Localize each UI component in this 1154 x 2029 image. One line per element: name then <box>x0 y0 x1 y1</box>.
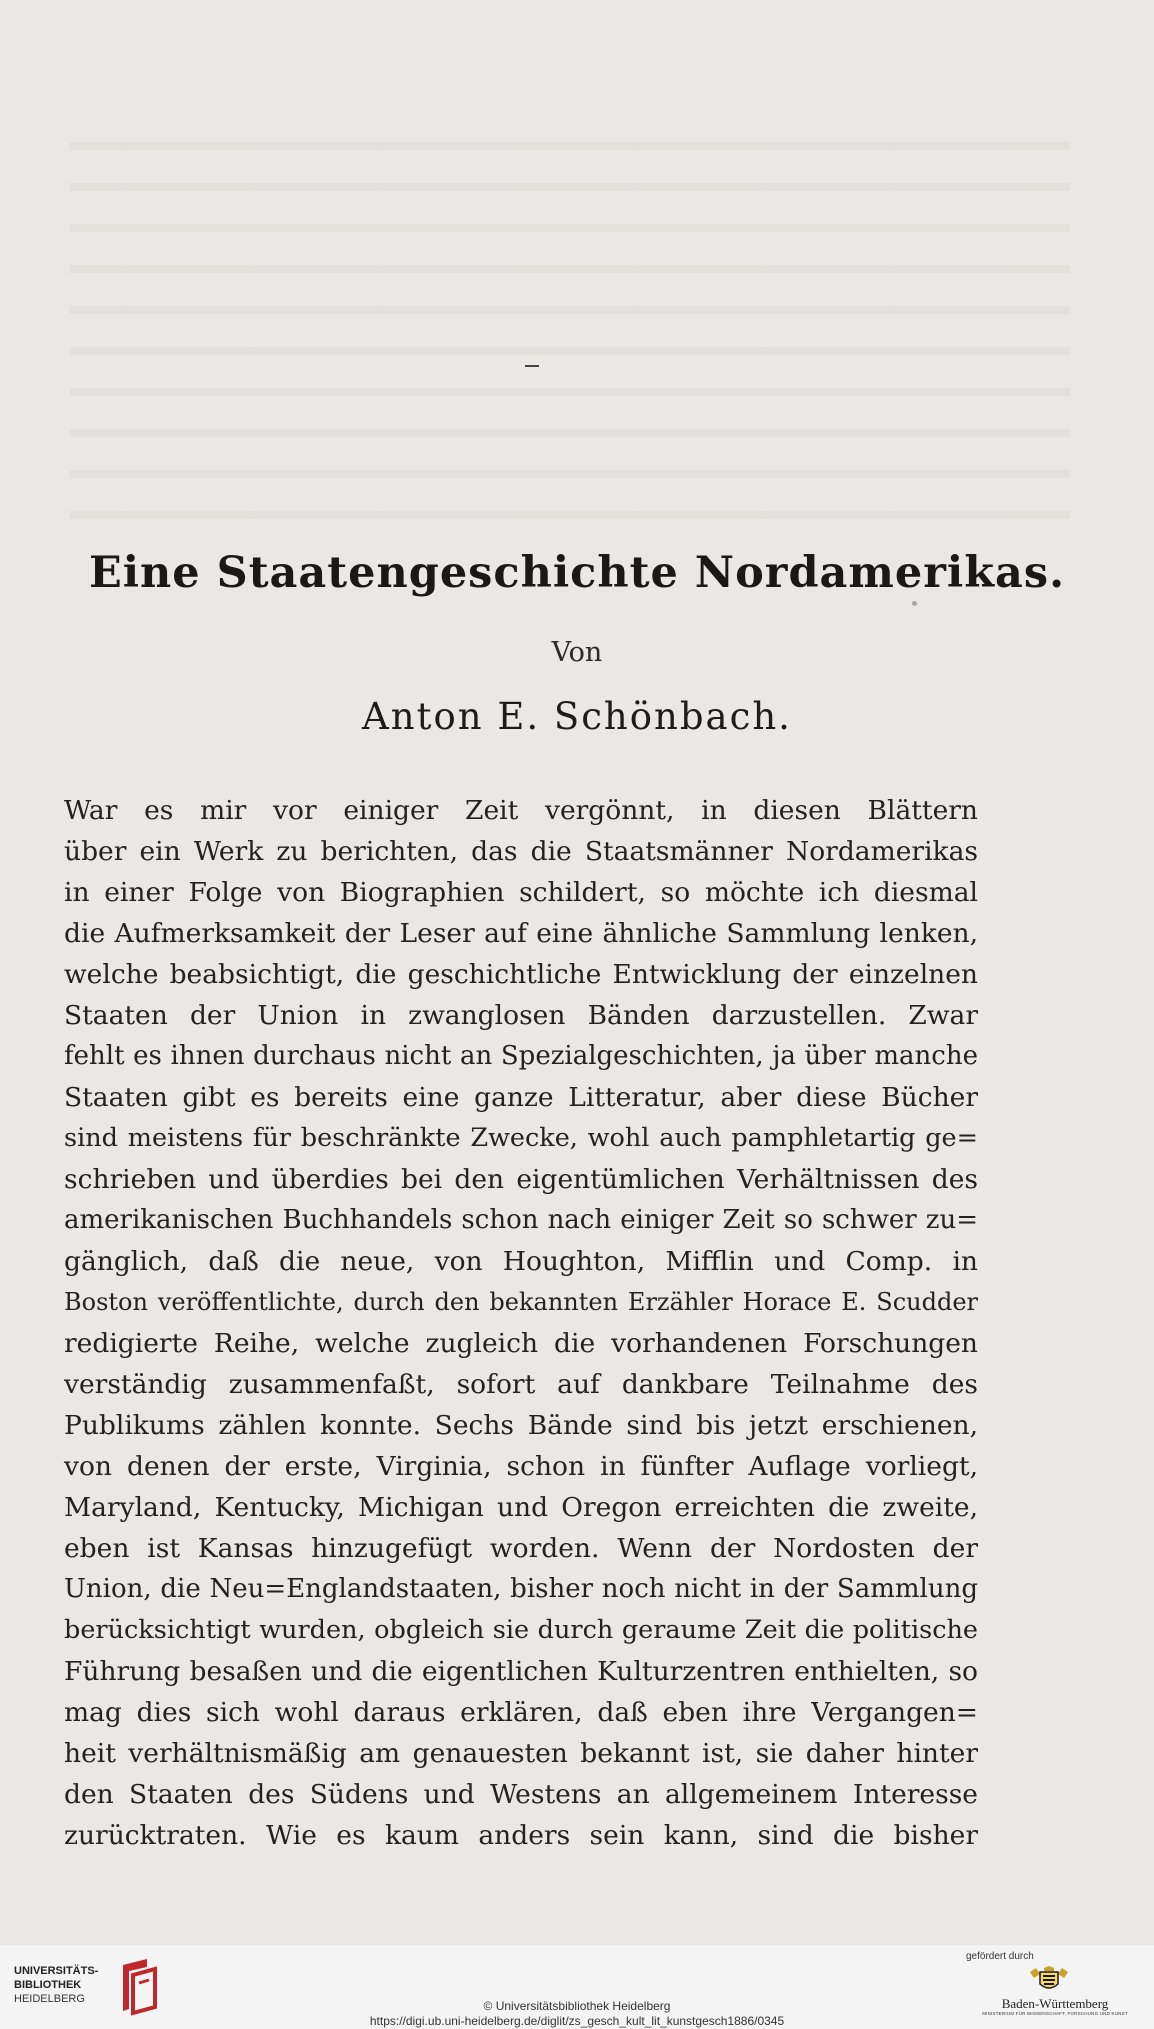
body-line: schrieben und überdies bei den eigentümlichen Verhältnissen des <box>64 1164 978 1195</box>
body-line: Maryland, Kentucky, Michigan und Oregon erreichten die zweite, <box>64 1492 978 1523</box>
sponsor-name: Baden-Württemberg <box>1001 1996 1109 2011</box>
body-line: fehlt es ihnen durchaus nicht an Spezialgeschichten, ja über manche <box>64 1041 978 1071</box>
body-line: Staaten der Union in zwanglosen Bänden darzustellen. Zwar <box>64 1000 978 1031</box>
body-line: von denen der erste, Virginia, schon in fünfter Auflage vorliegt, <box>64 1451 978 1482</box>
body-line: verständig zusammenfaßt, sofort auf dankbare Teilnahme des <box>64 1369 978 1400</box>
article-body <box>64 790 978 1856</box>
article-title: Eine Staatengeschichte Nordamerikas. <box>88 548 1066 598</box>
library-name-line: UNIVERSITÄTS- <box>14 1965 99 1977</box>
body-line: berücksichtigt wurden, obgleich sie durch geraume Zeit die politische <box>64 1615 978 1645</box>
body-line: die Aufmerksamkeit der Leser auf eine ähnliche Sammlung lenken, <box>64 918 978 949</box>
body-line: Publikums zählen konnte. Sechs Bände sind bis jetzt erschienen, <box>64 1410 978 1441</box>
body-line: amerikanischen Buchhandels schon nach einiger Zeit so schwer zu= <box>64 1205 978 1235</box>
body-line: in einer Folge von Biographien schildert, so möchte ich diesmal <box>64 877 978 908</box>
body-line: mag dies sich wohl daraus erklären, daß eben ihre Vergangen= <box>64 1697 978 1728</box>
bleed-through-texture <box>70 120 1070 540</box>
body-line: zurücktraten. Wie es kaum anders sein kann, sind die bisher <box>64 1820 978 1851</box>
body-line: den Staaten des Südens und Westens an allgemeinem Interesse <box>64 1779 978 1810</box>
body-line: sind meistens für beschränkte Zwecke, wohl auch pamphletartig ge= <box>64 1123 978 1153</box>
permalink-url[interactable]: https://digi.ub.uni-heidelberg.de/diglit/zs_gesch_kult_lit_kunstgesch1886/0345 <box>369 2014 785 2028</box>
body-line: gänglich, daß die neue, von Houghton, Mifflin und Comp. in <box>64 1246 978 1277</box>
separator-dash <box>525 365 539 367</box>
body-line: War es mir vor einiger Zeit vergönnt, in diesen Blättern <box>64 795 978 826</box>
body-line: Staaten gibt es bereits eine ganze Litteratur, aber diese Bücher <box>64 1082 978 1113</box>
sponsor-ministry: MINISTERIUM FÜR WISSENSCHAFT, FORSCHUNG UND KUNST <box>982 2011 1128 2016</box>
sponsor-label: gefördert durch <box>966 1951 1034 1962</box>
by-line: Von <box>551 637 603 668</box>
body-line: über ein Werk zu berichten, das die Staatsmänner Nordamerikas <box>64 836 978 867</box>
viewer-footer <box>0 1945 1154 2029</box>
body-line: redigierte Reihe, welche zugleich die vorhandenen Forschungen <box>64 1328 978 1359</box>
copyright-notice: © Universitätsbibliothek Heidelberg <box>483 1999 671 2013</box>
paper-speck <box>912 601 917 606</box>
library-name-line: HEIDELBERG <box>14 1993 85 2005</box>
body-line: heit verhältnismäßig am genauesten bekannt ist, sie daher hinter <box>64 1738 978 1769</box>
baden-wuerttemberg-coat-of-arms-icon[interactable] <box>1026 1966 1072 1999</box>
body-line: Union, die Neu=Englandstaaten, bisher noch nicht in der Sammlung <box>64 1574 978 1604</box>
body-line: Führung besaßen und die eigentlichen Kulturzentren enthielten, so <box>64 1656 978 1687</box>
body-line: eben ist Kansas hinzugefügt worden. Wenn der Nordosten der <box>64 1533 978 1564</box>
author-name: Anton E. Schönbach. <box>362 695 792 738</box>
body-line: Boston veröffentlichte, durch den bekannten Erzähler Horace E. Scudder <box>64 1288 978 1316</box>
body-line: welche beabsichtigt, die geschichtliche Entwicklung der einzelnen <box>64 959 978 990</box>
library-name-line: BIBLIOTHEK <box>14 1979 82 1991</box>
